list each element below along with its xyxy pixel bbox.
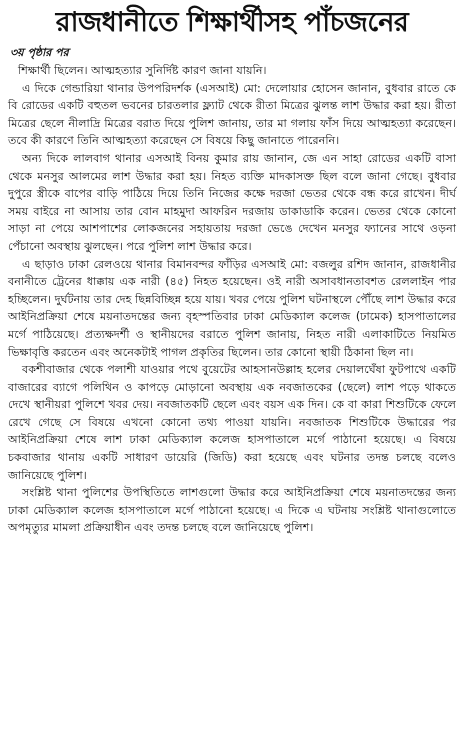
headline: রাজধানীতে শিক্ষার্থীসহ পাঁচজনের	[55, 7, 409, 38]
article-paragraph: অন্য দিকে লালবাগ থানার এসআই বিনয় কুমার রায় জানান, জে এন সাহা রোডের একটি বাসা থেকে মনসুর আলমের লাশ উদ্ধার করা হয়। নিহত ব্যক্তি মাদকাসক্ত ছিল বলে জানা গেছে। বুধবার দুপুরে স্ত্রীকে বাপের বাড়ি পাঠিয়ে দিয়ে তিনি নিজের কক্ষে দরজা ভেতর থেকে বন্ধ করে রাখেন। দীর্ঘ সময় বাইরে না আসায় তার বোন মাহমুদা আফরিন দরজায় ডাকাডাকি করেন। ভেতর থেকে কোনো সাড়া না পেয়ে আশপাশের লোকজনের সহায়তায় দরজা ভেঙে দেখেন মনসুর ফ্যানের সাথে ওড়না পেঁচানো অবস্থায় ঝুলছেন। পরে পুলিশ লাশ উদ্ধার করে।	[8, 151, 456, 253]
continued-from-label: ৩য় পৃষ্ঠার পর	[10, 46, 69, 59]
article-paragraph: সংশ্লিষ্ট থানা পুলিশের উপস্থিতিতে লাশগুলো উদ্ধার করে আইনিপ্রক্রিয়া শেষে ময়নাতদন্তের জন্য ঢাকা মেডিক্যাল কলেজ হাসপাতালে মর্গে পাঠানো হয়েছে। এ দিকে এ ঘটনায় সংশ্লিষ্ট থানাগুলোতে অপমৃত্যুর মামলা প্রক্রিয়াধীন এবং তদন্ত চলছে বলে জানিয়েছে পুলিশ।	[8, 486, 456, 535]
article-paragraph: বকশীবাজার থেকে পলাশী যাওয়ার পথে বুয়েটের আহসানউল্লাহ হলের দেয়ালঘেঁষা ফুটপাথে একটি বাজারের ব্যাগে পলিথিন ও কাপড়ে মোড়ানো অবস্থায় এক নবজাতকের (ছেলে) লাশ পড়ে থাকতে দেখে স্থানীয়রা পুলিশে খবর দেয়। নবজাতকটি ছেলে এবং বয়স এক দিন। কে বা কারা শিশুটিকে ফেলে রেখে গেছে সে বিষয়ে এখনো কোনো তথ্য পাওয়া যায়নি। নবজাতক শিশুটিকে উদ্ধারের পর আইনিপ্রক্রিয়া শেষে লাশ ঢাকা মেডিক্যাল কলেজ হাসপাতালে মর্গে পাঠানো হয়েছে। এ বিষয়ে চকবাজার থানায় একটি সাধারণ ডায়েরি (জিডি) করা হয়েছে এবং ঘটনার তদন্ত চলছে বলেও জানিয়েছে পুলিশ।	[8, 363, 456, 482]
article-paragraph: শিক্ষার্থী ছিলেন। আত্মহত্যার সুনির্দিষ্ট কারণ জানা যায়নি।	[18, 64, 267, 77]
article-paragraph: এ ছাড়াও ঢাকা রেলওয়ে থানার বিমানবন্দর ফাঁড়ির এসআই মো: বজলুর রশিদ জানান, রাজধানীর বনানীতে ট্রেনের ধাক্কায় এক নারী (৪৫) নিহত হয়েছেন। ওই নারী অসাবধানতাবশত রেললাইন পার হচ্ছিলেন। দুর্ঘটনায় তার দেহ ছিন্নবিচ্ছিন্ন হয়ে যায়। খবর পেয়ে পুলিশ ঘটনাস্থলে পৌঁছে লাশ উদ্ধার করে আইনিপ্রক্রিয়া শেষে ময়নাতদন্তের জন্য বৃহস্পতিবার ঢাকা মেডিক্যাল কলেজ (ঢামেক) হাসপাতালের মর্গে পাঠিয়েছে। প্রত্যক্ষদর্শী ও স্থানীয়দের বরাতে পুলিশ জানায়, নিহত নারী এলাকাটিতে নিয়মিত ভিক্ষাবৃত্তি করতেন এবং অনেকটাই পাগল প্রকৃতির ছিলেন। তার কোনো স্থায়ী ঠিকানা ছিল না।	[8, 257, 456, 359]
article-body	[8, 62, 456, 537]
article-paragraph: এ দিকে গেন্ডারিয়া থানার উপপরিদর্শক (এসআই) মো: দেলোয়ার হোসেন জানান, বুধবার রাতে কে বি রোডের একটি বহুতল ভবনের চারতলার ফ্ল্যাট থেকে রীতা মিত্রের ঝুলন্ত লাশ উদ্ধার করা হয়। রীতা মিত্রের ছেলে নীলাদ্রি মিত্রের বরাত দিয়ে পুলিশ জানায়, তার মা গলায় ফাঁস দিয়ে আত্মহত্যা করেছেন। তবে কী কারণে তিনি আত্মহত্যা করেছেন সে বিষয়ে কিছু জানাতে পারেননি।	[8, 81, 456, 148]
